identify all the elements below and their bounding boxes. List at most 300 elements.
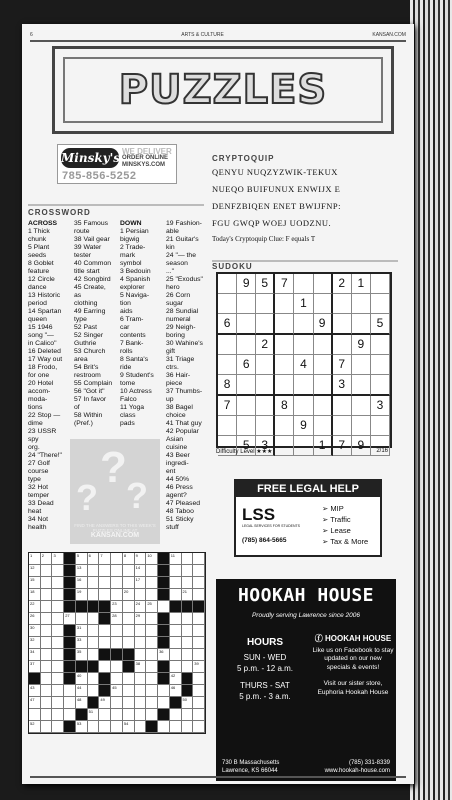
- crossword-cell: [111, 625, 123, 637]
- crossword-cell: [158, 685, 170, 697]
- lss-subtitle: LEGAL SERVICES FOR STUDENTS: [242, 524, 300, 528]
- crossword-cell: 51: [88, 709, 100, 721]
- crossword-cell: [182, 721, 194, 733]
- crossword-cell: [64, 685, 76, 697]
- crossword-cell: [52, 709, 64, 721]
- hookah-title: HOOKAH HOUSE: [237, 585, 375, 606]
- crossword-cell: [99, 709, 111, 721]
- crossword-cell: [158, 553, 170, 565]
- crossword-cell: 47: [29, 697, 41, 709]
- crossword-cell: [193, 673, 205, 685]
- crossword-cell: [41, 709, 53, 721]
- crossword-cell: 27: [64, 613, 76, 625]
- down-col-2: [166, 220, 212, 532]
- crossword-cell: [41, 685, 53, 697]
- sudoku-cell: 7: [333, 355, 352, 375]
- cryptoquip-line2: NUEQO BUIFUNUX ENWIJX E: [212, 184, 341, 194]
- bottom-rule: [30, 776, 406, 778]
- sudoku-cell: [294, 375, 313, 396]
- crossword-cell: [64, 721, 76, 733]
- minskys-logo: Minsky's: [61, 148, 119, 168]
- crossword-cell: [158, 637, 170, 649]
- hookah-footer: 730 B Massachusetts Lawrence, KS 66044 (785) 331-8339 www.hookah-house.com: [222, 760, 390, 774]
- crossword-cell: 8: [123, 553, 135, 565]
- crossword-cell: 40: [76, 673, 88, 685]
- cryptoquip-line3: DENFZBIQEN ENET BWIJFNP:: [212, 201, 341, 211]
- sudoku-cell: 8: [218, 375, 237, 396]
- sudoku-cell: 5: [237, 436, 256, 456]
- crossword-cell: [123, 649, 135, 661]
- question-mark-icon: ?: [100, 443, 127, 492]
- crossword-cell: 54: [123, 721, 135, 733]
- crossword-cell: [111, 589, 123, 601]
- crossword-cell: [146, 589, 158, 601]
- sudoku-cell: [256, 396, 275, 416]
- sudoku-cell: 3: [333, 375, 352, 396]
- crossword-cell: [111, 565, 123, 577]
- crossword-cell: [41, 565, 53, 577]
- crossword-cell: [52, 673, 64, 685]
- crossword-cell: [170, 601, 182, 613]
- across-clues-2: 35 Famous route 38 Vail gear 39 Water tester 40 Common title start 42 Songbird 45 Create, as clothing 49 Earring type 52 Past 52 Singer Guthrie 53 Church area 54 Brit's restroom 55 Complain 56 "Got it" 57 In favor of 58 Within (Pref.): [74, 220, 113, 427]
- crossword-cell: 35: [76, 649, 88, 661]
- crossword-cell: [158, 661, 170, 673]
- section-label: ARTS & CULTURE: [181, 32, 224, 38]
- crossword-cell: [193, 697, 205, 709]
- crossword-cell: 37: [29, 661, 41, 673]
- crossword-cell: [52, 697, 64, 709]
- kansan-ad-text: FIND THE ANSWERS TO THIS WEEK'S PUZZLES ONLINE AT: [74, 523, 156, 533]
- crossword-cell: [64, 661, 76, 673]
- crossword-cell: [193, 637, 205, 649]
- crossword-cell: [88, 577, 100, 589]
- crossword-cell: 50: [182, 697, 194, 709]
- sudoku-cell: [352, 314, 371, 335]
- crossword-cell: [41, 637, 53, 649]
- crossword-cell: [193, 589, 205, 601]
- crossword-cell: 23: [111, 601, 123, 613]
- crossword-cell: [52, 685, 64, 697]
- crossword-cell: [135, 625, 147, 637]
- sudoku-cell: [275, 335, 294, 355]
- crossword-cell: [193, 601, 205, 613]
- difficulty-level: Difficulty Level ★★★: [216, 449, 273, 455]
- crossword-cell: 38: [135, 661, 147, 673]
- crossword-cell: 31: [76, 625, 88, 637]
- crossword-cell: [111, 697, 123, 709]
- cryptoquip-heading: CRYPTOQUIP: [212, 154, 275, 163]
- crossword-cell: [182, 553, 194, 565]
- kansan-answers-ad: [70, 439, 160, 544]
- crossword-cell: [146, 577, 158, 589]
- crossword-cell: [99, 613, 111, 625]
- crossword-cell: [41, 661, 53, 673]
- crossword-cell: [170, 637, 182, 649]
- crossword-cell: 48: [76, 697, 88, 709]
- crossword-cell: [88, 673, 100, 685]
- crossword-cell: [99, 577, 111, 589]
- crossword-cell: [123, 661, 135, 673]
- crossword-cell: [64, 637, 76, 649]
- cryptoquip-line4: FGU GWQP WOEJ UODZNU.: [212, 218, 332, 228]
- site-label: KANSAN.COM: [372, 32, 406, 38]
- crossword-cell: [111, 709, 123, 721]
- crossword-cell: [146, 661, 158, 673]
- sudoku-cell: [294, 396, 313, 416]
- crossword-cell: 9: [135, 553, 147, 565]
- sudoku-cell: 5: [371, 314, 390, 335]
- crossword-cell: 3: [52, 553, 64, 565]
- sudoku-cell: [371, 375, 390, 396]
- crossword-cell: [88, 625, 100, 637]
- crossword-cell: 19: [76, 589, 88, 601]
- sudoku-cell: 3: [371, 396, 390, 416]
- crossword-cell: [182, 637, 194, 649]
- sudoku-cell: [275, 355, 294, 375]
- sudoku-cell: [333, 416, 352, 436]
- sudoku-footer: [216, 448, 388, 455]
- crossword-cell: [158, 601, 170, 613]
- crossword-cell: [111, 673, 123, 685]
- crossword-cell: [158, 565, 170, 577]
- lss-services: [322, 503, 368, 547]
- crossword-cell: [123, 613, 135, 625]
- sudoku-cell: 1: [294, 294, 313, 314]
- down-label: DOWN: [120, 220, 142, 227]
- crossword-cell: [88, 613, 100, 625]
- sudoku-cell: 3: [256, 436, 275, 456]
- crossword-cell: [146, 673, 158, 685]
- page-title: PUZZLES: [118, 67, 328, 113]
- crossword-cell: 16: [76, 577, 88, 589]
- sudoku-cell: [352, 396, 371, 416]
- sudoku-date: 2/16: [376, 448, 388, 454]
- crossword-cell: [88, 649, 100, 661]
- crossword-cell: [123, 709, 135, 721]
- sudoku-cell: [237, 335, 256, 355]
- crossword-cell: [41, 577, 53, 589]
- sudoku-cell: [352, 375, 371, 396]
- crossword-cell: [64, 649, 76, 661]
- sudoku-cell: [275, 375, 294, 396]
- crossword-cell: [170, 721, 182, 733]
- crossword-grid: [28, 552, 204, 734]
- sudoku-cell: 2: [333, 274, 352, 294]
- crossword-cell: [135, 709, 147, 721]
- crossword-cell: [182, 673, 194, 685]
- sudoku-cell: [314, 416, 333, 436]
- sudoku-cell: [237, 396, 256, 416]
- crossword-cell: [182, 625, 194, 637]
- sudoku-cell: [314, 335, 333, 355]
- sudoku-cell: [352, 294, 371, 314]
- crossword-cell: [123, 673, 135, 685]
- crossword-cell: [41, 589, 53, 601]
- sudoku-cell: [371, 335, 390, 355]
- crossword-cell: [76, 709, 88, 721]
- crossword-cell: 39: [193, 661, 205, 673]
- crossword-cell: 45: [111, 685, 123, 697]
- crossword-cell: [52, 601, 64, 613]
- crossword-cell: [76, 661, 88, 673]
- sudoku-cell: [275, 314, 294, 335]
- crossword-cell: [99, 685, 111, 697]
- sudoku-cell: 9: [294, 416, 313, 436]
- sudoku-cell: [314, 375, 333, 396]
- crossword-cell: [123, 685, 135, 697]
- crossword-cell: [135, 721, 147, 733]
- sudoku-cell: 7: [333, 436, 352, 456]
- crossword-cell: [193, 565, 205, 577]
- crossword-cell: [182, 613, 194, 625]
- crossword-cell: [158, 589, 170, 601]
- crossword-cell: [29, 709, 41, 721]
- crossword-cell: [41, 673, 53, 685]
- sudoku-cell: 9: [314, 314, 333, 335]
- sudoku-cell: [218, 274, 237, 294]
- crossword-cell: [52, 721, 64, 733]
- crossword-cell: [182, 661, 194, 673]
- sudoku-cell: [256, 375, 275, 396]
- crossword-cell: [52, 637, 64, 649]
- crossword-cell: [52, 589, 64, 601]
- page-number: 6: [30, 32, 33, 38]
- crossword-cell: [170, 613, 182, 625]
- title-frame: [52, 46, 394, 134]
- crossword-cell: [111, 577, 123, 589]
- sudoku-cell: [314, 294, 333, 314]
- crossword-cell: [170, 625, 182, 637]
- crossword-cell: 53: [76, 721, 88, 733]
- crossword-cell: [146, 565, 158, 577]
- crossword-cell: 24: [135, 601, 147, 613]
- crossword-heading: CROSSWORD: [28, 208, 91, 217]
- crossword-cell: [52, 649, 64, 661]
- crossword-cell: 44: [76, 685, 88, 697]
- crossword-cell: [182, 565, 194, 577]
- crossword-cell: [99, 589, 111, 601]
- hookah-facebook: ⓕ HOOKAH HOUSE Like us on Facebook to stay updated on our new specials & events! Visit our sister store, Euphoria Hookah House: [312, 634, 394, 696]
- crossword-cell: [158, 625, 170, 637]
- crossword-cell: 30: [29, 625, 41, 637]
- minskys-line2: ORDER ONLINE: [122, 155, 169, 161]
- sudoku-cell: [237, 375, 256, 396]
- crossword-cell: 12: [29, 565, 41, 577]
- crossword-cell: [146, 721, 158, 733]
- crossword-cell: [64, 709, 76, 721]
- crossword-cell: 43: [29, 685, 41, 697]
- crossword-cell: 6: [88, 553, 100, 565]
- crossword-cell: [88, 721, 100, 733]
- crossword-cell: 22: [29, 601, 41, 613]
- crossword-cell: [135, 697, 147, 709]
- crossword-cell: [76, 613, 88, 625]
- crossword-cell: [193, 649, 205, 661]
- crossword-cell: [88, 685, 100, 697]
- sudoku-cell: 6: [237, 355, 256, 375]
- sudoku-cell: [256, 314, 275, 335]
- crossword-cell: [182, 649, 194, 661]
- crossword-cell: 15: [29, 577, 41, 589]
- crossword-cell: [193, 625, 205, 637]
- crossword-cell: [123, 565, 135, 577]
- crossword-cell: [99, 649, 111, 661]
- crossword-cell: [135, 673, 147, 685]
- crossword-cell: [41, 625, 53, 637]
- across-clues-1: 1 Thick chunk 5 Plant seeds 8 Goblet feature 12 Circle dance 13 Historic period 14 Spartan queen 15 1946 song "— in Calico" 16 Deleted 17 Way out 18 Frodo, for one 20 Hotel accom- moda- tions 22 Stop — dime 23 USSR spy org. 24 "There!" 27 Golf course type 32 Hot temper 33 Dead heat 34 Not health: [28, 228, 63, 531]
- minskys-line1: WE DELIVER: [122, 147, 172, 156]
- crossword-cell: [170, 697, 182, 709]
- crossword-cell: 52: [29, 721, 41, 733]
- crossword-cell: [99, 637, 111, 649]
- top-bar: [30, 30, 406, 42]
- crossword-cell: [135, 637, 147, 649]
- sudoku-cell: [371, 294, 390, 314]
- crossword-cell: [135, 685, 147, 697]
- crossword-cell: 10: [146, 553, 158, 565]
- crossword-cell: [158, 673, 170, 685]
- crossword-cell: 1: [29, 553, 41, 565]
- lss-item: ➢ Traffic: [322, 515, 351, 524]
- crossword-cell: [123, 577, 135, 589]
- crossword-cell: [64, 577, 76, 589]
- crossword-cell: [99, 565, 111, 577]
- sudoku-cell: [294, 274, 313, 294]
- sudoku-cell: [333, 314, 352, 335]
- minskys-phone: 785-856-5252: [62, 170, 137, 182]
- sudoku-cell: 2: [256, 335, 275, 355]
- crossword-cell: 26: [29, 613, 41, 625]
- sudoku-cell: [371, 274, 390, 294]
- crossword-cell: [52, 625, 64, 637]
- kansan-ad-url: KANSAN.COM: [90, 532, 140, 539]
- sudoku-cell: [237, 416, 256, 436]
- crossword-cell: [123, 625, 135, 637]
- sudoku-cell: [218, 335, 237, 355]
- lss-logo: LSS: [242, 505, 276, 524]
- cryptoquip-line1: QENYU NUQZYZWIK-TEKUX: [212, 167, 338, 177]
- crossword-cell: 17: [135, 577, 147, 589]
- crossword-cell: [193, 613, 205, 625]
- crossword-cell: [99, 601, 111, 613]
- crossword-cell: [111, 637, 123, 649]
- crossword-cell: 20: [123, 589, 135, 601]
- crossword-cell: 5: [76, 553, 88, 565]
- crossword-cell: 11: [170, 553, 182, 565]
- crossword-cell: 18: [29, 589, 41, 601]
- sudoku-cell: [275, 294, 294, 314]
- crossword-cell: [41, 697, 53, 709]
- crossword-cell: 34: [29, 649, 41, 661]
- sudoku-cell: 7: [218, 396, 237, 416]
- crossword-cell: 13: [76, 565, 88, 577]
- crossword-cell: [158, 709, 170, 721]
- sudoku-cell: 8: [275, 396, 294, 416]
- sudoku-cell: 9: [352, 335, 371, 355]
- crossword-cell: [41, 601, 53, 613]
- crossword-cell: [170, 649, 182, 661]
- sudoku-cell: 4: [294, 355, 313, 375]
- crossword-cell: [64, 565, 76, 577]
- crossword-cell: 29: [135, 613, 147, 625]
- sudoku-cell: [314, 396, 333, 416]
- crossword-cell: [146, 613, 158, 625]
- crossword-cell: 33: [76, 637, 88, 649]
- sudoku-cell: [218, 416, 237, 436]
- crossword-cell: [170, 661, 182, 673]
- down-clues-2: 19 Fashion- able 21 Guitar's kin 24 "— the season ..." 25 "Exodus" hero 26 Corn sugar 28 Sundial numeral 29 Neigh- boring 30 Wahine's gift 31 Triage ctrs. 36 Hair- piece 37 Thumbs- up 38 Bagel choice 41 That guy 42 Popular Asian cuisine 43 Beer ingredi- ent 44 50% 46 Press agent? 47 Pleased 48 Taboo 51 Sticky stuff: [166, 220, 203, 531]
- crossword-cell: [88, 589, 100, 601]
- across-col-2: [74, 220, 120, 428]
- crossword-cell: [111, 721, 123, 733]
- newspaper-page: [22, 24, 414, 784]
- crossword-cell: [111, 649, 123, 661]
- sudoku-cell: 6: [218, 314, 237, 335]
- lss-phone: (785) 864-5665: [242, 537, 287, 544]
- crossword-cell: [146, 649, 158, 661]
- crossword-cell: [64, 697, 76, 709]
- crossword-cell: 49: [99, 697, 111, 709]
- crossword-cell: [193, 553, 205, 565]
- adjacent-pages: [410, 0, 452, 800]
- crossword-cell: [158, 697, 170, 709]
- sudoku-cell: [333, 294, 352, 314]
- down-clues-1: 1 Persian bigwig 2 Trade- mark symbol 3 Bedouin 4 Spanish explorer 5 Naviga- tion aids 6 Tram- car contents 7 Bank- rolls 8 Santa's ride 9 Student's tome 10 Actress Falco 11 Yoga class pads: [120, 228, 154, 427]
- sudoku-cell: 7: [275, 274, 294, 294]
- sudoku-cell: [371, 416, 390, 436]
- lss-item: ➢ MIP: [322, 504, 344, 513]
- crossword-cell: [99, 661, 111, 673]
- question-mark-icon: ?: [76, 477, 98, 518]
- sudoku-cell: [294, 314, 313, 335]
- crossword-cell: [146, 697, 158, 709]
- crossword-cell: [88, 637, 100, 649]
- sudoku-cell: 1: [352, 274, 371, 294]
- crossword-cell: [135, 589, 147, 601]
- sudoku-cell: [256, 355, 275, 375]
- lss-title: FREE LEGAL HELP: [236, 481, 380, 497]
- sudoku-cell: [218, 355, 237, 375]
- crossword-cell: 2: [41, 553, 53, 565]
- crossword-cell: [193, 721, 205, 733]
- crossword-cell: [99, 625, 111, 637]
- sudoku-cell: [333, 335, 352, 355]
- sudoku-cell: [256, 294, 275, 314]
- lss-ad: [234, 479, 382, 557]
- crossword-rule: [28, 204, 204, 206]
- down-col-1: [120, 220, 166, 428]
- crossword-cell: [146, 625, 158, 637]
- crossword-cell: [170, 577, 182, 589]
- sudoku-cell: [371, 355, 390, 375]
- sudoku-cell: [294, 335, 313, 355]
- sudoku-heading: SUDOKU: [212, 262, 253, 271]
- crossword-cell: [158, 721, 170, 733]
- crossword-cell: [88, 661, 100, 673]
- crossword-cell: 28: [111, 613, 123, 625]
- sudoku-cell: [333, 396, 352, 416]
- crossword-cell: [182, 577, 194, 589]
- sudoku-cell: [352, 416, 371, 436]
- crossword-cell: [146, 637, 158, 649]
- sudoku-cell: 1: [314, 436, 333, 456]
- crossword-cell: [52, 613, 64, 625]
- sudoku-cell: [275, 416, 294, 436]
- crossword-cell: 42: [170, 673, 182, 685]
- crossword-cell: [52, 565, 64, 577]
- crossword-cell: [193, 685, 205, 697]
- crossword-cell: [41, 649, 53, 661]
